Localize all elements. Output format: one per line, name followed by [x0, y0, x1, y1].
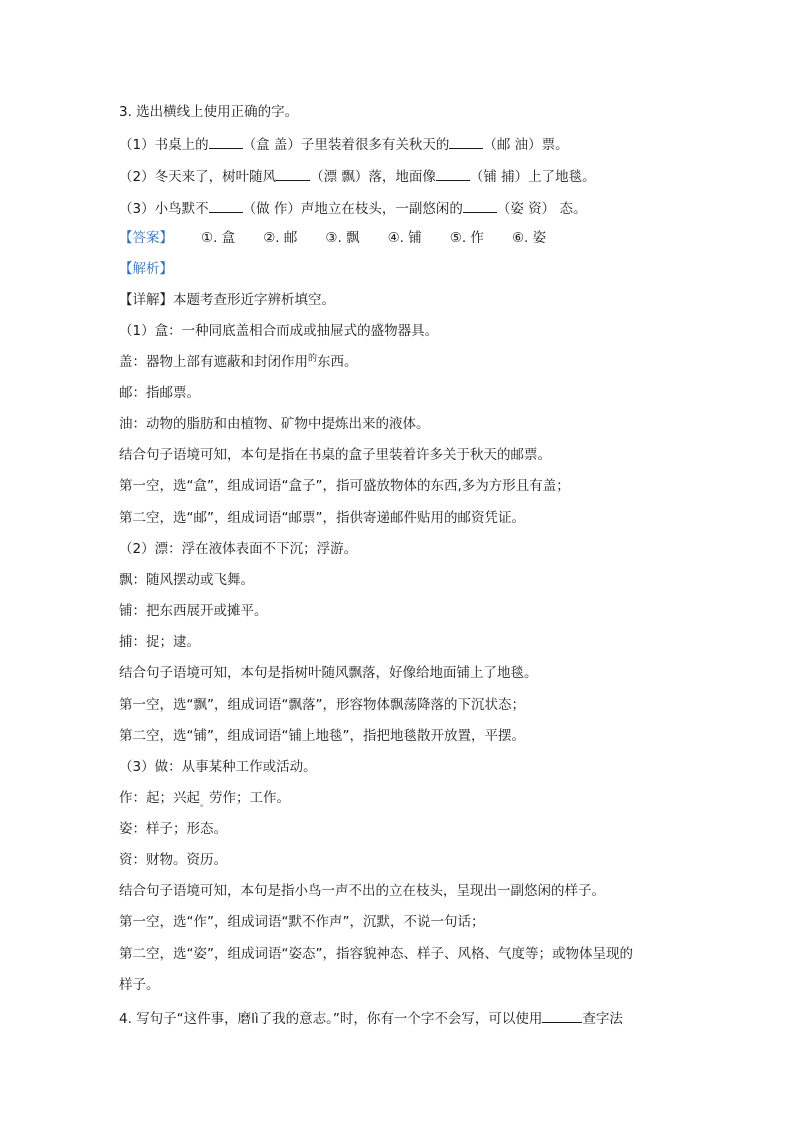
blank-5 [209, 198, 243, 213]
answer-item: ①. 盒 [201, 230, 236, 246]
answer-item: ④. 铺 [387, 230, 422, 246]
analysis-paragraph: 油：动物的脂肪和由植物、矿物中提炼出来的液体。 [119, 416, 430, 432]
blank-4 [436, 166, 470, 181]
answer-item: ⑥. 姿 [511, 230, 547, 246]
answer-item: ②. 邮 [263, 230, 298, 246]
analysis-paragraph: 第一空，选“作”，组成词语“默不作声”，沉默，不说一句话； [119, 914, 485, 930]
analysis-paragraph: 第二空，选“铺”，组成词语“铺上地毯”，指把地毯散开放置，平摆。 [119, 728, 525, 744]
analysis-label: 【解析】 [119, 261, 173, 277]
analysis-paragraph: （1）盒：一种同底盖相合而成或抽屉式的盛物器具。 [119, 323, 439, 339]
answer-item: ⑤. 作 [449, 230, 484, 246]
blank-6 [463, 198, 497, 213]
analysis-paragraph: 结合句子语境可知，本句是指在书桌的盒子里装着许多关于秋天的邮票。 [119, 447, 551, 463]
analysis-paragraph: 邮：指邮票。 [119, 385, 200, 401]
analysis-paragraph: 铺：把东西展开或摊平。 [119, 603, 268, 619]
blank-1 [209, 134, 243, 149]
answer-label: 【答案】 [119, 230, 173, 246]
analysis-paragraph: 盖：器物上部有遮蔽和封闭作用$^的$东西。 [119, 354, 358, 370]
blank-7 [542, 1008, 582, 1023]
analysis-paragraph: 资：财物。资历。 [119, 852, 227, 868]
analysis-paragraph: （3）做：从事某种工作或活动。 [119, 759, 317, 775]
analysis-paragraph: 结合句子语境可知，本句是指小鸟一声不出的立在枝头，呈现出一副悠闲的样子。 [119, 883, 605, 899]
analysis-paragraph: 结合句子语境可知，本句是指树叶随风飘落，好像给地面铺上了地毯。 [119, 665, 538, 681]
question-3-sentence-3: （3）小鸟默不 （做 作）声地立在枝头，一副悠闲的 （姿 资） 态。 [119, 198, 586, 218]
detail-heading: 【详解】本题考查形近字辨析填空。 [119, 292, 335, 308]
analysis-paragraph: 第一空，选“飘”，组成词语“飘落”，形容物体飘荡降落的下沉状态； [119, 697, 525, 713]
question-3-sentence-1: （1）书桌上的 （盒 盖）子里装着很多有关秋天的 （邮 油）票。 [119, 134, 569, 154]
analysis-paragraph: 第一空，选“盒”，组成词语“盒子”，指可盛放物体的东西,多为方形且有盖； [119, 478, 570, 494]
analysis-paragraph: （2）漂：浮在液体表面不下沉；浮游。 [119, 541, 358, 557]
blank-2 [449, 134, 483, 149]
blank-3 [276, 166, 310, 181]
answer-item: ③. 飘 [325, 230, 360, 246]
question-4-text: 4. 写句子“这件事，磨lì了我的意志。”时，你有一个字不会写，可以使用 查字法 [119, 1008, 623, 1028]
analysis-paragraph: 第二空，选“邮”，组成词语“邮票”，指供寄递邮件贴用的邮资凭证。 [119, 510, 525, 526]
question-3-title: 3. 选出横线上使用正确的字。 [119, 104, 299, 120]
analysis-paragraph: 飘：随风摆动或飞舞。 [119, 572, 254, 588]
question-3-sentence-2: （2）冬天来了，树叶随风 （漂 飘）落，地面像 （铺 捕）上了地毯。 [119, 166, 596, 186]
analysis-paragraph: 捕：捉；逮。 [119, 634, 200, 650]
analysis-paragraph: 作：起；兴起$_。$劳作；工作。 [119, 790, 291, 809]
analysis-paragraph: 姿：样子；形态。 [119, 821, 227, 837]
analysis-paragraph: 第二空，选“姿”，组成词语“姿态”，指容貌神态、样子、风格、气度等；或物体呈现的 [119, 946, 633, 962]
answer-line [119, 229, 546, 247]
analysis-paragraph: 样子。 [119, 977, 160, 993]
